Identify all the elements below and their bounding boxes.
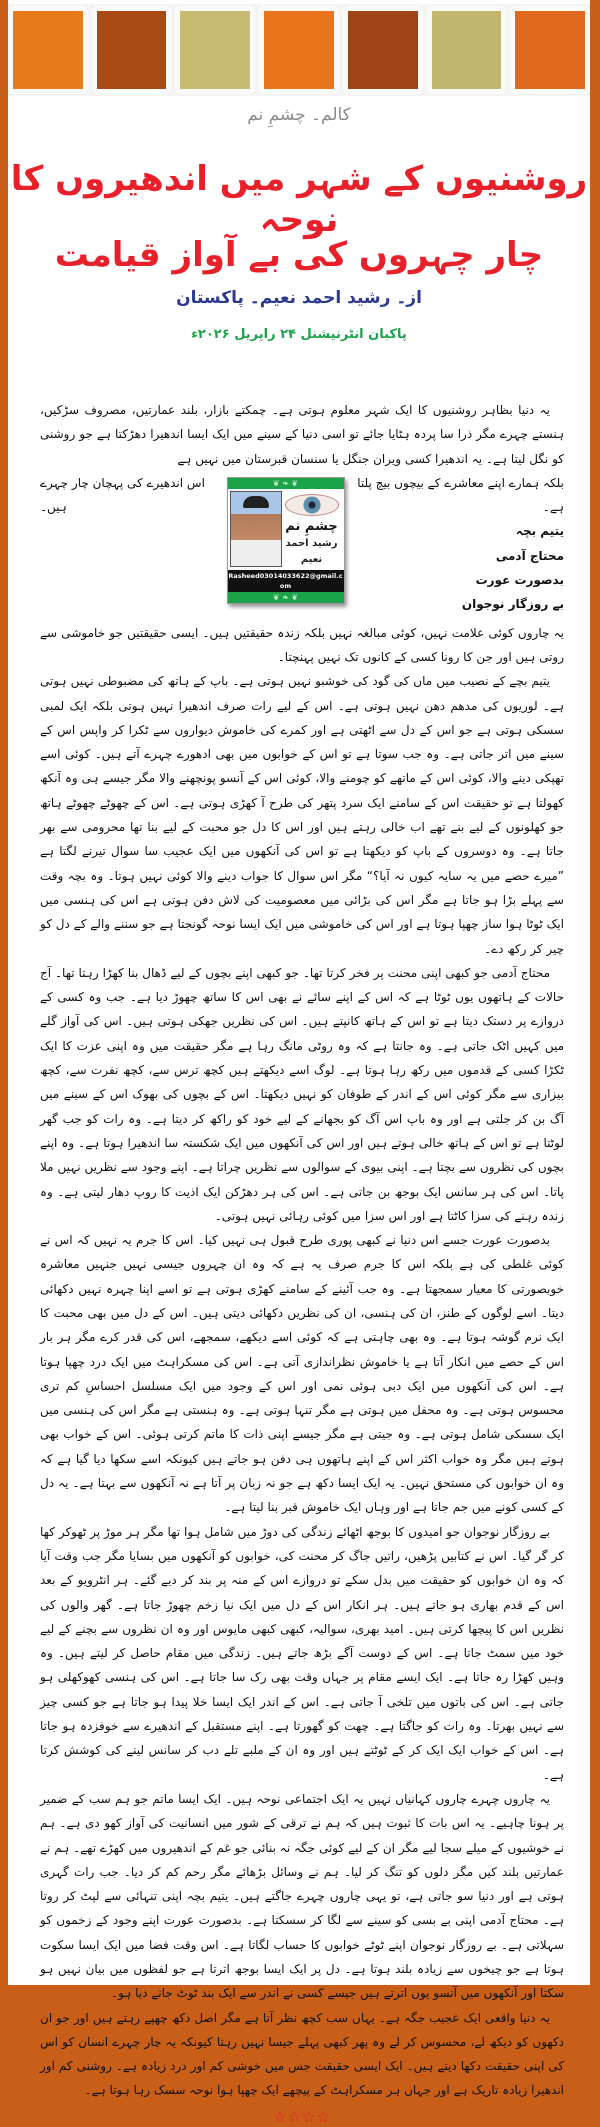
list-item: بے روزگار نوجوان: [461, 597, 564, 612]
intro-with-photo: [40, 471, 564, 617]
column-kicker: کالم۔ چشمِ نم: [247, 105, 351, 125]
paragraph-text: اس اندھیرے کی پہچان چار چہرے ہیں۔: [40, 475, 205, 515]
paragraph-continuation: [40, 471, 219, 520]
ornament-band: ❦ ❧ ❦: [228, 478, 344, 489]
spice-bowl: [8, 6, 88, 94]
paragraph: یتیم بچے کے نصیب میں ماں کی گود کی خوشبو نہیں ہوتی ہے۔ باپ کے ہاتھ کی مضبوطی نہیں ہوتی ہے۔ لوریوں کی مدھم دھن نہیں ہوتی ہے۔ اس کے لیے رات صرف اندھیرا نہیں ہوتی بلکہ ایک لمبی سسکی ہوتی ہے جو اس کے دل سے اٹھتی ہے اور کمرے کی خاموش دیواروں سے ٹکرا کر واپس اس کے سینے میں اتر جاتی ہے۔ وہ جب سوتا ہے تو اس کے خوابوں میں بھی ادھورے چہرے آتے ہیں۔ کوئی اسے تھپکی دینے والا، کوئی اس کے ماتھے کو چومنے والا، کوئی اس کے آنسو پونچھنے والا مگر جیسے ہی وہ آنکھ کھولتا ہے تو حقیقت اس کے سامنے ایک سرد پتھر کی طرح آ کھڑی ہوتی ہے۔ اس کے چھوٹے چھوٹے ہاتھ جو کھلونوں کے لیے بنے تھے اب خالی رہتے ہیں اور اس کا دل جو محبت کے لیے بنا تھا محرومی سے بھر جاتا ہے۔ وہ دوسروں کے باپ کو دیکھتا ہے تو اس کی آنکھوں میں ایک عجیب سا سوال تیرنے لگتا ہے ”میرے حصے میں یہ سایہ کیوں نہ آیا؟“ مگر اس سوال کا جواب دینے والا کوئی نہیں ہوتا۔ وہ بچہ وقت سے پہلے بڑا ہو جاتا ہے مگر اس کی بڑائی میں معصومیت کی لاش دفن ہوتی ہے اس کی ہنسی میں ایک ٹوٹا ہوا ساز چھپا ہوتا ہے اور اس کی خاموشی میں ایک ایسا نوحہ گونجتا ہے جو سننے والے کے دل کو چیر کر رکھ دے۔: [40, 674, 564, 956]
faces-list: [353, 471, 565, 617]
spice-bowl: [92, 6, 172, 94]
spice-bowl: [259, 6, 339, 94]
paragraph: محتاج آدمی جو کبھی اپنی محنت پر فخر کرتا تھا۔ جو کبھی اپنے بچوں کے لیے ڈھال بنا کھڑا رہتا تھا۔ آج حالات کے ہاتھوں یوں ٹوٹا ہے کہ اس کے اپنے سائے نے بھی اس کا ساتھ چھوڑ دیا ہے۔ جب وہ کسی کے دروازے پر دستک دیتا ہے تو اس کے ہاتھ کانپتے ہیں۔ اس کی نظریں جھکی ہوتی ہیں۔ اس کی آواز گلے میں کہیں اٹک جاتی ہے۔ وہ جانتا ہے کہ وہ روٹی مانگ رہا ہے مگر حقیقت میں وہ اپنی عزت کا ایک ٹکڑا کسی کے قدموں میں رکھ رہا ہوتا ہے۔ لوگ اسے دیکھتے ہیں کچھ ترس سے، کچھ نفرت سے، کچھ بیزاری سے مگر کوئی اس کے اندر کے طوفان کو نہیں دیکھتا۔ اس کے بچوں کی بھوک اس کے سینے میں آگ بن کر جلتی ہے اور وہ باپ اس آگ کو بجھانے کے لیے خود کو راکھ کر دیتا ہے۔ وہ رات کو جب گھر لوٹتا ہے تو اس کے ہاتھ خالی ہوتے ہیں اور اس کی آنکھوں میں ایک شکستہ سا اندھیرا ہوتا ہے۔ وہ اپنے بچوں کی نظروں سے بچتا ہے۔ اپنی بیوی کے سوالوں سے نظریں چراتا ہے۔ اپنے وجود سے نظریں نہیں ملا پاتا۔ اس کی ہر سانس ایک بوجھ بن جاتی ہے۔ اس کی ہر دھڑکن ایک اذیت کا روپ دھار لیتی ہے۔ وہ زندہ رہنے کی سزا کاٹتا ہے اور اس سزا میں کوئی رہائی نہیں ہوتی۔: [40, 965, 564, 1223]
paragraph: یہ چاروں چہرے چاروں کہانیاں نہیں یہ ایک اجتماعی نوحہ ہیں۔ ایک ایسا ماتم جو ہم سب کے ضمیر پر ہونا چاہیے۔ یہ اس بات کا ثبوت ہیں کہ ہم نے ترقی کے شور میں انسانیت کی آواز کھو دی ہے۔ ہم نے خوشیوں کے میلے سجا لیے مگر ان کے لیے کوئی جگہ نہ بنائی جو غم کے اندھیروں میں کھڑے تھے۔ ہم نے عمارتیں بلند کیں مگر دلوں کو تنگ کر لیا۔ ہم نے وسائل بڑھائے مگر رحم کم کر دیا۔ جب رات گہری ہوتی ہے اور دنیا سو جاتی ہے، تو یہی چاروں چہرے جاگتے ہیں۔ یتیم بچہ اپنی تنہائی سے لپٹ کر روتا ہے۔ محتاج آدمی اپنی بے بسی کو سینے سے لگا کر سسکتا ہے۔ بدصورت عورت اپنے وجود کے زخموں کو سہلاتی ہے۔ بے روزگار نوجوان اپنے ٹوٹے خوابوں کا حساب لگاتا ہے۔ اس وقت فضا میں ایک ایسا سکوت ہوتا ہے جو چیخوں سے زیادہ بلند ہوتا ہے۔ دل پر ایک ایسا بوجھ اترتا ہے جو لفظوں میں بیان نہیں ہو سکتا اور آنکھوں میں آنسو یوں اترتے ہیں جیسے کسی نے اندر سے ایک بند ٹوٹ جانے دیا ہو۔: [40, 1791, 564, 2001]
spice-banner-image: [8, 4, 590, 96]
paragraph: یہ چاروں کوئی علامت نہیں، کوئی مبالغہ نہیں بلکہ زندہ حقیقتیں ہیں۔ ایسی حقیقتیں جو خاموشی سے روتی ہیں اور جن کا رونا کسی کے کانوں تک نہیں پہنچتا۔: [40, 625, 564, 664]
paragraph: یہ دنیا بظاہر روشنیوں کا ایک شہر معلوم ہوتی ہے۔ چمکتے بازار، بلند عمارتیں، مصروف سڑکیں، ہنستے چہرے مگر ذرا سا پردہ ہٹایا جائے تو اسی دنیا کے سینے میں ایک ایسا اندھیرا دھڑکتا ہے جو روشنی کو نگل لیتا ہے۔ یہ اندھیرا کسی ویران جنگل یا سنسان قبرستان میں نہیں ہے: [40, 403, 564, 466]
subheadline: چار چہروں کی بے آواز قیامت: [54, 235, 544, 275]
headline: روشنیوں کے شہر میں اندھیروں کا نوحہ: [10, 159, 588, 240]
publication-line: پاکبان انٹرنیشنل ۲۴ راپریل ۲۰۲۶ء: [191, 327, 407, 342]
end-stars: ☆☆☆☆: [273, 2107, 331, 2126]
spice-bowl: [343, 6, 423, 94]
eye-icon: [285, 494, 339, 516]
paragraph: یہ دنیا واقعی ایک عجیب جگہ ہے۔ یہاں سب کچھ نظر آتا ہے مگر اصل دکھ چھپے رہتے ہیں اور جو ان دکھوں کو دیکھ لے، محسوس کر لے وہ پھر کبھی پہلے جیسا نہیں رہتا کیونکہ یہ چار چہرے انسان کو اس کی اپنی حقیقت دکھا دیتے ہیں۔ ایک ایسی حقیقت جس میں خوشی کم اور درد زیادہ ہے۔ روشنی کم اور اندھیرا زیادہ تاریک ہے اور جہاں ہر مسکراہٹ کے پیچھے ایک چھپا ہوا نوحہ سسک رہا ہوتا ہے۔: [40, 2010, 564, 2098]
list-item: محتاج آدمی: [495, 548, 564, 563]
article-body: [40, 398, 564, 2127]
ornament-band: ❦ ❧ ❦: [228, 592, 344, 603]
paragraph: بدصورت عورت جسے اس دنیا نے کبھی پوری طرح قبول ہی نہیں کیا۔ اس کا جرم یہ نہیں کہ اس نے کوئی غلطی کی ہے بلکہ اس کا جرم صرف یہ ہے کہ وہ ان چہروں جیسی نہیں جنہیں معاشرہ خوبصورتی کا معیار سمجھتا ہے۔ وہ جب آئینے کے سامنے کھڑی ہوتی ہے تو اسے اپنا چہرہ نہیں دکھائی دیتا۔ اسے لوگوں کے طنز، ان کی ہنسی، ان کی نظریں دکھائی دیتی ہیں۔ اس کے دل میں بھی محبت کا ایک نرم گوشہ ہوتا ہے۔ وہ بھی چاہتی ہے کہ کوئی اسے دیکھے، سمجھے، اس کی قدر کرے مگر ہر بار اس کے حصے میں انکار آتا ہے یا خاموش نظراندازی آتی ہے۔ اس کی مسکراہٹ میں ایک درد چھپا ہوتا ہے۔ اس کی آنکھوں میں ایک دبی ہوئی نمی اور اس کے وجود میں ایک مسلسل احساسِ کم تری محسوس ہوتی ہے۔ وہ محفل میں ہوتی ہے مگر تنہا ہوتی ہے۔ وہ ہنستی ہے مگر اس کی ہنسی میں ایک سسکی شامل ہوتی ہے۔ وہ جیتی ہے مگر جیسے اپنی ذات کا ماتم کرتی ہوئی۔ اس کے خواب بھی ہوتے ہیں مگر وہ خواب اکثر اس کے اپنے ہاتھوں ہی دفن ہو جاتے ہیں کیونکہ اسے سکھا دیا گیا ہے کہ وہ ان خوابوں کی مستحق نہیں۔ یہ ایک ایسا دکھ ہے جو نہ زبان پر آتا ہے نہ آنکھوں سے بہتا ہے۔ یہ دل کے کسی کونے میں جم جاتا ہے اور وہاں ایک خاموش قبر بنا لیتا ہے۔: [40, 1233, 564, 1515]
columnist-photo-box: [227, 477, 345, 604]
paragraph-text: بلکہ ہمارے اپنے معاشرے کے بیچوں بیچ پلتا ہے۔: [357, 475, 564, 515]
article-page: [8, 0, 590, 2126]
email: Rasheed03014033622@gmail.com: [228, 571, 343, 590]
list-item: بدصورت عورت: [475, 573, 564, 588]
list-item: یتیم بچہ: [515, 524, 564, 539]
paragraph: بے روزگار نوجوان جو امیدوں کا بوجھ اٹھائے زندگی کی دوڑ میں شامل ہوا تھا مگر ہر موڑ پر ٹھوکر کھا کر گر گیا۔ اس نے کتابیں پڑھیں، راتیں جاگ کر محنت کی، خوابوں کو آنکھوں میں بسایا مگر جب وقت آیا کہ وہ ان خوابوں کو حقیقت میں بدل سکے تو دروازے اس کے منہ پر بند کر دیے گئے۔ ہر انٹرویو کے بعد اس کے قدم بھاری ہو جاتے ہیں۔ ہر انکار اس کے دل میں ایک نیا زخم چھوڑ جاتا ہے۔ گھر والوں کی نظریں اس کا پیچھا کرتی ہیں۔ امید بھری، سوالیہ، کبھی کبھی مایوس اور وہ ان نظروں سے بچنے کے لیے خود میں سمٹ جاتا ہے۔ اس کے دوست آگے بڑھ جاتے ہیں۔ زندگی میں مقام حاصل کر لیتے ہیں۔ وہ وہیں کھڑا رہ جاتا ہے۔ ایک ایسے مقام پر جہاں وقت بھی رک سا جاتا ہے۔ اس کی ہنسی کھوکھلی ہو جاتی ہے۔ اس کی باتوں میں تلخی آ جاتی ہے۔ اس کے اندر ایک ایسا خلا پیدا ہو جاتا ہے جو کسی چیز سے نہیں بھرتا۔ وہ رات کو جاگتا ہے۔ چھت کو گھورتا ہے۔ اپنے مستقبل کے اندھیرے سے خوفزدہ ہو جاتا ہے۔ اس کے خواب ایک ایک کر کے ٹوٹتے ہیں اور وہ ان کے ملبے تلے دب کر سانس لینے کی کوشش کرتا ہے۔: [40, 1524, 564, 1782]
signature: رشید احمد نعیم: [285, 537, 338, 565]
byline: از۔ رشید احمد نعیم۔ پاکستان: [176, 288, 422, 308]
spice-bowl: [175, 6, 255, 94]
column-name: چشمِ نم: [285, 518, 338, 534]
spice-bowl: [427, 6, 507, 94]
spice-bowl: [510, 6, 590, 94]
columnist-portrait: [230, 491, 282, 567]
